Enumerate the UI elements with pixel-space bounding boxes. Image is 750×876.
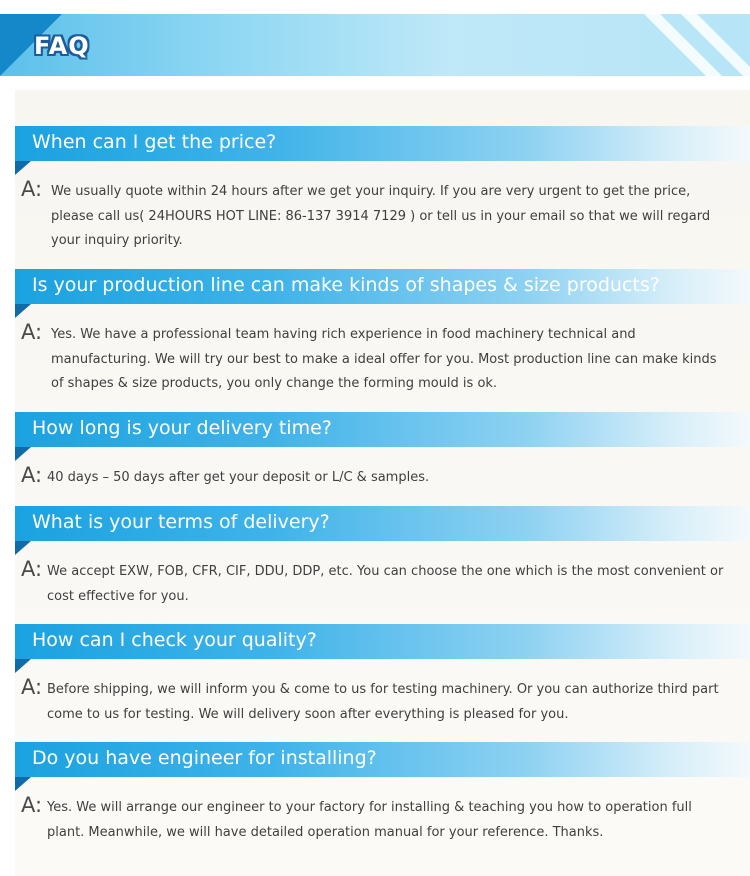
- question-bar-fold: [15, 161, 31, 175]
- faq-question: How long is your delivery time?: [32, 417, 332, 439]
- faq-question-bar: [15, 506, 750, 541]
- question-bar-fold: [15, 777, 31, 791]
- question-bar-fold: [15, 447, 31, 461]
- faq-question: Do you have engineer for installing?: [32, 747, 377, 769]
- faq-answer-text: We accept EXW, FOB, CFR, CIF, DDU, DDP, etc. You can choose the one which is the most convenient or cost effective for you.: [47, 564, 724, 604]
- answer-marker: A:: [21, 557, 43, 581]
- question-bar-fold: [15, 304, 31, 318]
- faq-question: What is your terms of delivery?: [32, 511, 330, 533]
- question-bar-fold: [15, 541, 31, 555]
- answer-marker: A:: [21, 793, 43, 817]
- faq-question: Is your production line can make kinds of shapes & size products?: [32, 274, 660, 296]
- faq-question-bar: [15, 412, 750, 447]
- answer-marker: A:: [21, 675, 43, 699]
- faq-question: When can I get the price?: [32, 131, 277, 153]
- faq-answer-text: We usually quote within 24 hours after we get your inquiry. If you are very urgent to get the price, please call us( 24HOURS HOT LINE: 86-137 3914 7129 ) or tell us in your email so that we will regard your inquiry priority.: [51, 184, 711, 248]
- faq-header-banner: [0, 14, 750, 76]
- faq-content-panel: [15, 90, 750, 876]
- faq-answer-text: 40 days – 50 days after get your deposit or L/C & samples.: [47, 470, 430, 485]
- answer-marker: A:: [21, 463, 43, 487]
- faq-question-bar: [15, 269, 750, 304]
- question-bar-fold: [15, 659, 31, 673]
- answer-marker: A:: [21, 320, 43, 344]
- faq-question-bar: [15, 624, 750, 659]
- faq-question-bar: [15, 742, 750, 777]
- answer-marker: A:: [21, 177, 43, 201]
- faq-answer-text: Yes. We will arrange our engineer to your factory for installing & teaching you how to operation full plant. Meanwhile, we will have detailed operation manual for your reference. Thanks.: [47, 800, 692, 840]
- faq-question: How can I check your quality?: [32, 629, 317, 651]
- faq-question-bar: [15, 126, 750, 161]
- faq-answer-text: Yes. We have a professional team having rich experience in food machinery technical and manufacturing. We will try our best to make a ideal offer for you. Most production line can make kinds of shapes & size products, you only change the forming mould is ok.: [51, 327, 717, 391]
- faq-answer-text: Before shipping, we will inform you & come to us for testing machinery. Or you can authorize third part come to us for testing. We will delivery soon after everything is pleased for you.: [47, 682, 719, 722]
- faq-title: FAQ: [34, 32, 90, 60]
- header-decorative-stripe: [644, 14, 722, 76]
